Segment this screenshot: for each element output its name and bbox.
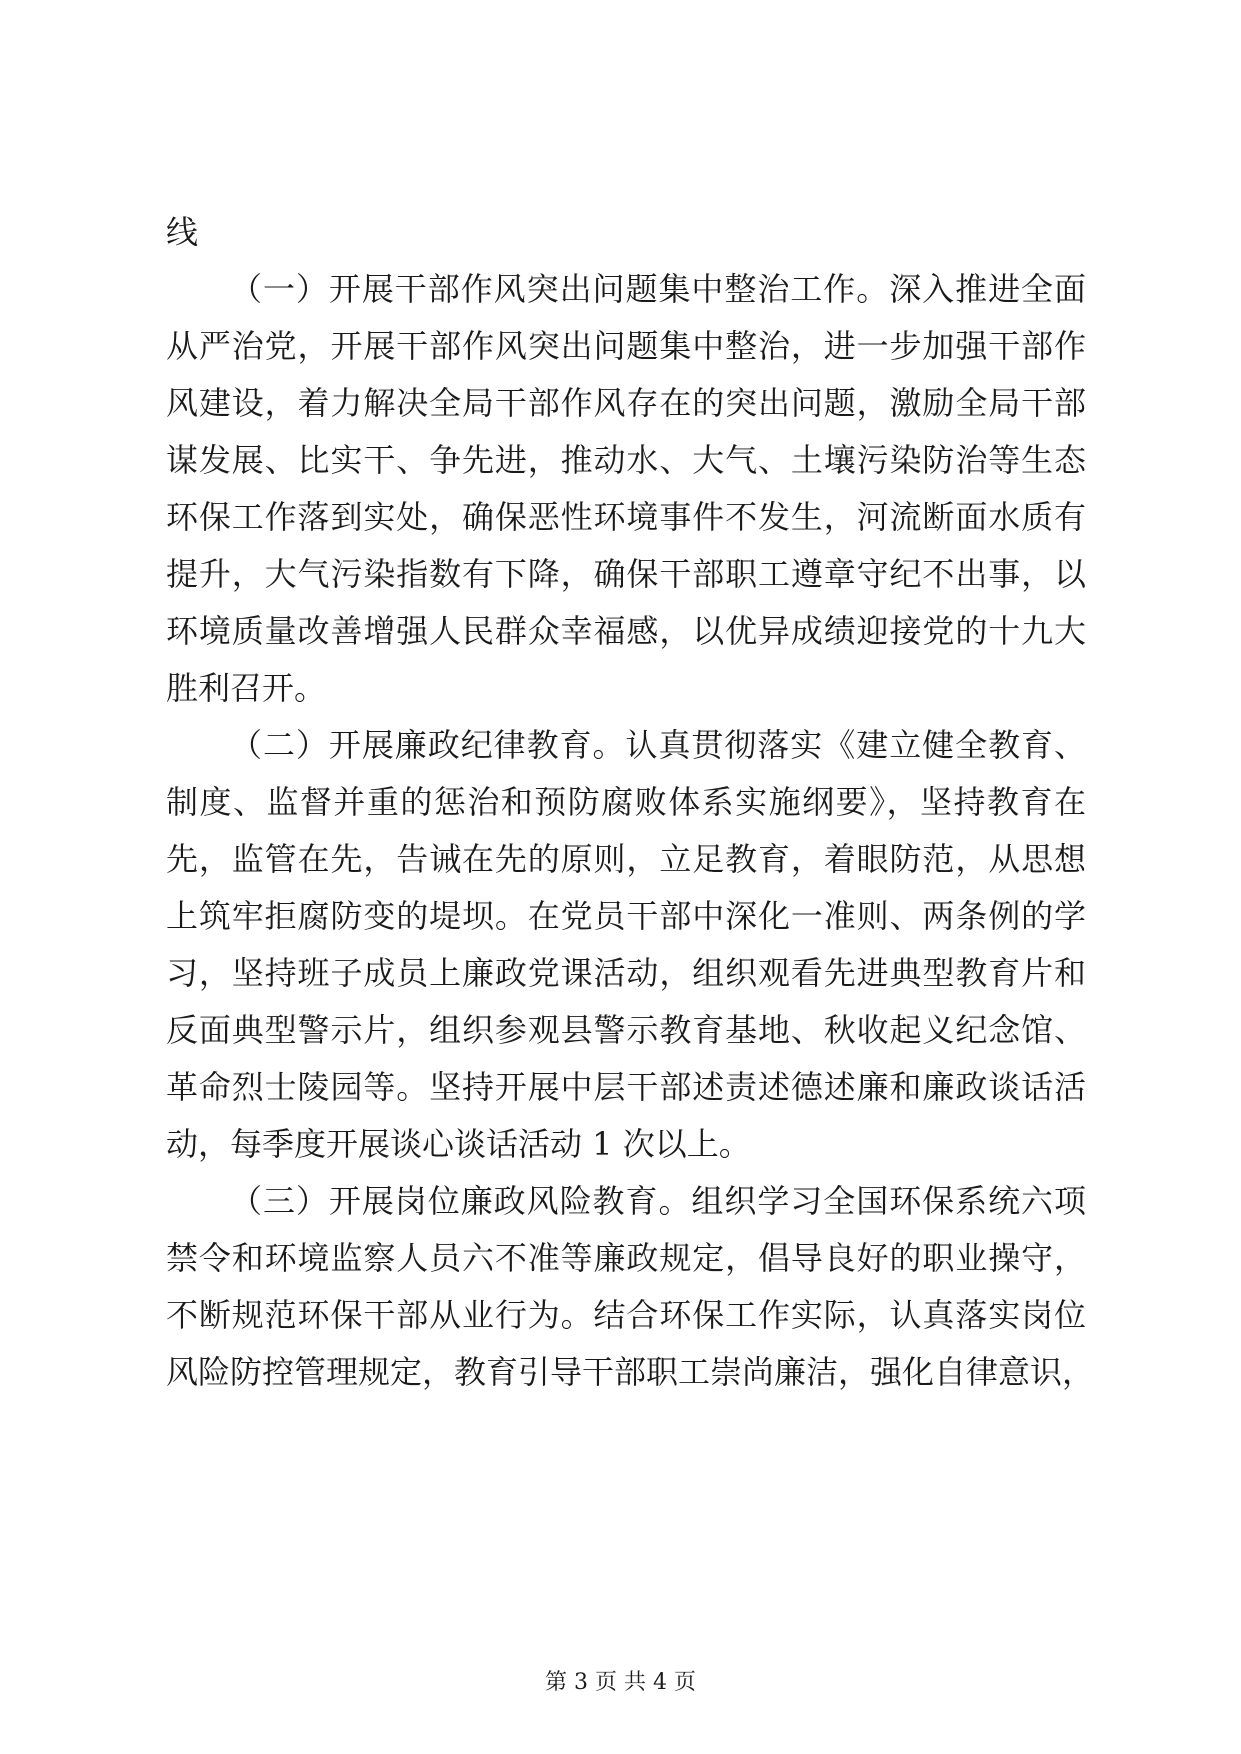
paragraph-3-line-3: 不断规范环保干部从业行为。结合环保工作实际，认真落实岗位 <box>166 1296 1086 1334</box>
paragraph-1-line-4: 谋发展、比实干、争先进，推动水、大气、土壤污染防治等生态 <box>166 441 1086 479</box>
paragraph-3-line-1: （三）开展岗位廉政风险教育。组织学习全国环保系统六项 <box>230 1182 1086 1220</box>
paragraph-1-line-2: 从严治党，开展干部作风突出问题集中整治，进一步加强干部作 <box>166 327 1086 365</box>
paragraph-3-line-2: 禁令和环境监察人员六不准等廉政规定，倡导良好的职业操守， <box>166 1239 1086 1277</box>
paragraph-2-line-7: 革命烈士陵园等。坚持开展中层干部述责述德述廉和廉政谈话活 <box>166 1068 1086 1106</box>
paragraph-3-line-4: 风险防控管理规定，教育引导干部职工崇尚廉洁，强化自律意识， <box>166 1353 1095 1391</box>
paragraph-1-line-5: 环保工作落到实处，确保恶性环境事件不发生，河流断面水质有 <box>166 498 1086 536</box>
paragraph-1-line-3: 风建设，着力解决全局干部作风存在的突出问题，激励全局干部 <box>166 384 1086 422</box>
paragraph-1-line-7: 环境质量改善增强人民群众幸福感，以优异成绩迎接党的十九大 <box>166 612 1086 650</box>
paragraph-1-line-1: （一）开展干部作风突出问题集中整治工作。深入推进全面 <box>230 270 1086 308</box>
paragraph-2-line-6: 反面典型警示片，组织参观县警示教育基地、秋收起义纪念馆、 <box>166 1011 1086 1049</box>
paragraph-2-line-1: （二）开展廉政纪律教育。认真贯彻落实《建立健全教育、 <box>230 726 1086 764</box>
page-number-footer: 第 3 页 共 4 页 <box>545 1670 696 1695</box>
text-line-1: 线 <box>166 213 199 251</box>
paragraph-2-line-3: 先，监管在先，告诫在先的原则，立足教育，着眼防范，从思想 <box>166 840 1086 878</box>
paragraph-2-line-5: 习，坚持班子成员上廉政党课活动，组织观看先进典型教育片和 <box>166 954 1086 992</box>
paragraph-1-line-6: 提升，大气污染指数有下降，确保干部职工遵章守纪不出事，以 <box>166 555 1086 593</box>
paragraph-1-line-8: 胜利召开。 <box>166 669 327 707</box>
paragraph-2-line-2: 制度、监督并重的惩治和预防腐败体系实施纲要》，坚持教育在 <box>166 783 1086 821</box>
paragraph-2-line-4: 上筑牢拒腐防变的堤坝。在党员干部中深化一准则、两条例的学 <box>166 897 1086 935</box>
paragraph-2-line-8: 动，每季度开展谈心谈话活动 1 次以上。 <box>166 1125 751 1163</box>
